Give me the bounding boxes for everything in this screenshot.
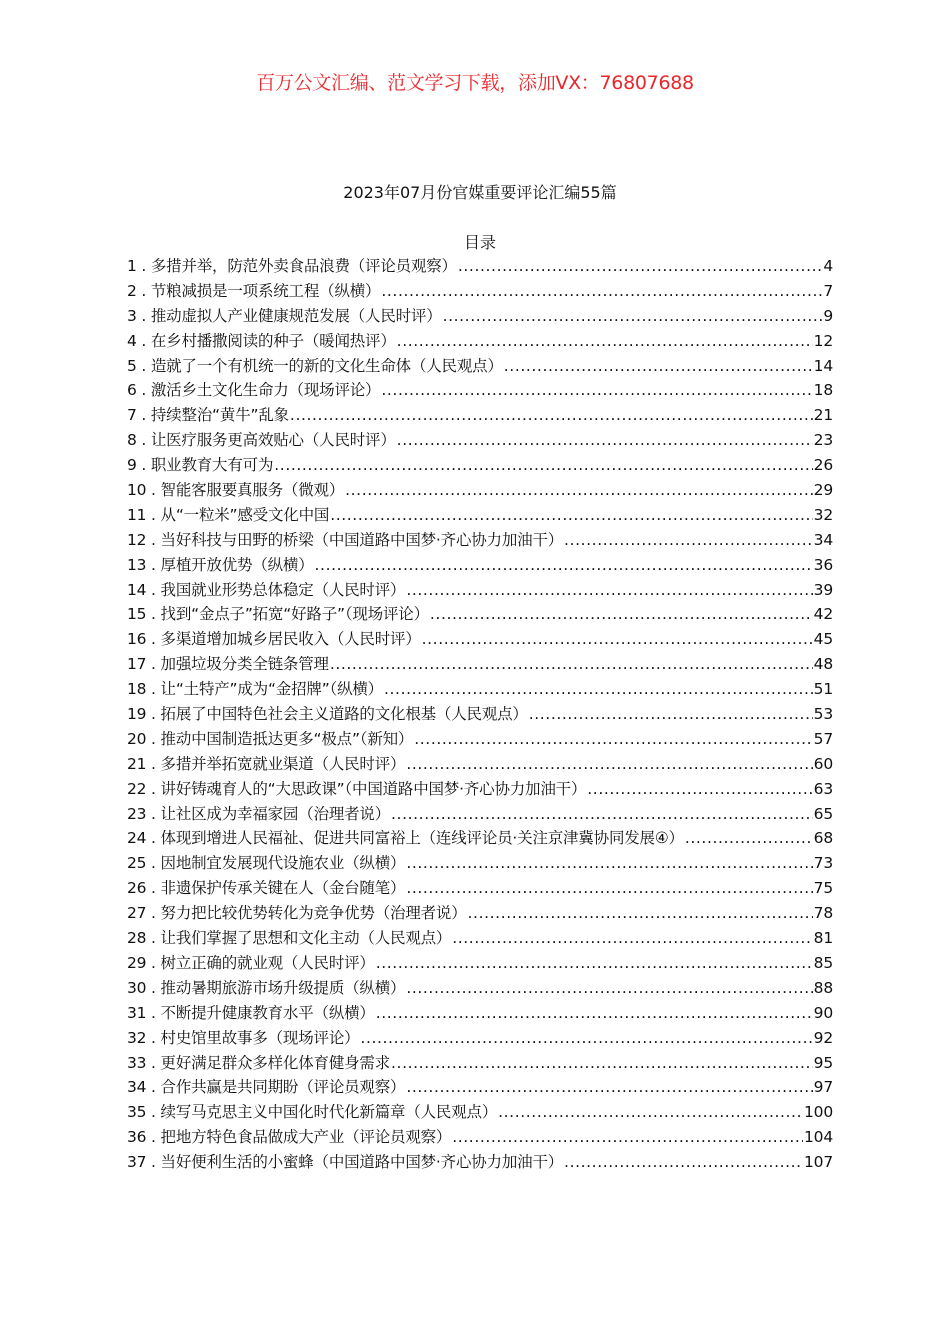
- dot-leader: [391, 805, 813, 823]
- toc-entry-number: 26: [127, 879, 147, 898]
- toc-entry-number: 25: [127, 854, 147, 873]
- toc-entry-number: 8: [127, 431, 137, 450]
- toc-entry-label: 造就了一个有机统一的新的文化生命体（人民观点）: [150, 356, 503, 375]
- dot-leader: [391, 1054, 813, 1072]
- toc-entry-number: 6: [127, 381, 137, 400]
- dot-leader: [315, 556, 813, 574]
- dot-leader: [397, 431, 813, 449]
- toc-entry[interactable]: [127, 1051, 833, 1076]
- dot-leader: [381, 381, 812, 399]
- toc-entry-page: 75: [813, 879, 833, 898]
- dot-leader: [564, 531, 813, 549]
- toc-entry-page: 4: [823, 257, 833, 275]
- toc-entry[interactable]: [127, 876, 833, 901]
- toc-entry[interactable]: [127, 553, 833, 578]
- toc-entry-page: 45: [813, 630, 833, 649]
- toc-entry[interactable]: [127, 578, 833, 603]
- toc-entry-page: 81: [813, 929, 833, 948]
- toc-entry[interactable]: [127, 378, 833, 403]
- toc-entry-page: 36: [813, 555, 833, 574]
- toc-entry-label: 努力把比较优势转化为竞争优势（治理者说）: [160, 904, 467, 923]
- toc-entry-page: 104: [804, 1128, 833, 1147]
- toc-entry-number: 21: [127, 754, 147, 773]
- toc-entry-page: 57: [813, 729, 833, 748]
- toc-entry-page: 90: [813, 1003, 833, 1022]
- toc-entry[interactable]: [127, 478, 833, 503]
- toc-entry[interactable]: [127, 528, 833, 553]
- toc-entry-number: 34: [127, 1078, 147, 1097]
- toc-entry-label: 找到“金点子”拓宽“好路子”（现场评论）: [160, 605, 429, 624]
- toc-entry-number: 31: [127, 1003, 147, 1022]
- toc-heading: 目录: [463, 233, 496, 252]
- toc-entry-title: 4 . 在乡村播撒阅读的种子（暖闻热评）: [127, 331, 396, 350]
- toc-entry[interactable]: [127, 1075, 833, 1100]
- toc-entry-page: 88: [813, 978, 833, 997]
- dot-leader: [290, 406, 813, 424]
- toc-entry[interactable]: [127, 1150, 833, 1175]
- toc-entry-page: 39: [813, 580, 833, 599]
- dot-leader: [430, 605, 813, 623]
- dot-leader: [406, 979, 812, 997]
- toc-entry[interactable]: [127, 777, 833, 802]
- toc-entry-title: 34 . 合作共赢是共同期盼（评论员观察）: [127, 1078, 406, 1097]
- toc-entry-number: 36: [127, 1128, 147, 1147]
- toc-entry-label: 把地方特色食品做成大产业（评论员观察）: [160, 1128, 452, 1147]
- dot-leader: [345, 481, 813, 499]
- toc-entry-number: 14: [127, 580, 147, 599]
- toc-entry-title: 19 . 拓展了中国特色社会主义道路的文化根基（人民观点）: [127, 705, 528, 724]
- toc-entry-number: 28: [127, 929, 147, 948]
- toc-entry[interactable]: [127, 254, 833, 279]
- toc-entry-label: 从“一粒米”感受文化中国: [160, 505, 330, 524]
- toc-entry-label: 拓展了中国特色社会主义道路的文化根基（人民观点）: [160, 705, 528, 724]
- toc-entry-page: 63: [813, 779, 833, 798]
- dot-leader: [452, 1128, 803, 1146]
- toc-entry[interactable]: [127, 1100, 833, 1125]
- toc-entry-page: 97: [813, 1078, 833, 1097]
- toc-entry-page: 107: [804, 1153, 833, 1172]
- dot-leader: [422, 630, 813, 648]
- toc-entry-label: 加强垃圾分类全链条管理: [160, 655, 329, 674]
- toc-entry[interactable]: [127, 652, 833, 677]
- toc-entry-title: 13 . 厚植开放优势（纵横）: [127, 555, 314, 574]
- toc-entry[interactable]: [127, 976, 833, 1001]
- toc-entry-label: 让医疗服务更高效贴心（人民时评）: [150, 431, 396, 450]
- toc-entry-number: 2: [127, 281, 137, 300]
- dot-leader: [397, 332, 813, 350]
- toc-entry-page: 29: [813, 481, 833, 500]
- toc-entry[interactable]: [127, 279, 833, 304]
- dot-leader: [498, 1103, 803, 1121]
- toc-entry-page: 68: [813, 829, 833, 848]
- toc-entry-number: 27: [127, 904, 147, 923]
- toc-entry-label: 推动中国制造抵达更多“极点”（新知）: [160, 729, 414, 748]
- toc-entry-label: 当好科技与田野的桥梁（中国道路中国梦·齐心协力加油干）: [160, 530, 564, 549]
- toc-entry-title: 18 . 让“土特产”成为“金招牌”（纵横）: [127, 680, 383, 699]
- toc-entry-label: 让“土特产”成为“金招牌”（纵横）: [160, 680, 383, 699]
- toc-entry-title: 25 . 因地制宜发展现代设施农业（纵横）: [127, 854, 406, 873]
- table-of-contents: [127, 254, 833, 1175]
- toc-entry-label: 持续整治“黄牛”乱象: [150, 406, 289, 425]
- toc-entry-page: 23: [813, 431, 833, 450]
- toc-entry-label: 让社区成为幸福家园（治理者说）: [160, 804, 391, 823]
- toc-entry-title: 35 . 续写马克思主义中国化时代化新篇章（人民观点）: [127, 1103, 498, 1122]
- toc-entry-label: 讲好铸魂育人的“大思政课”（中国道路中国梦·齐心协力加油干）: [160, 779, 587, 798]
- toc-entry-number: 35: [127, 1103, 147, 1122]
- toc-entry-title: 6 . 激活乡土文化生命力（现场评论）: [127, 381, 381, 400]
- toc-entry[interactable]: [127, 428, 833, 453]
- toc-entry-page: 12: [813, 331, 833, 350]
- toc-entry-label: 更好满足群众多样化体育健身需求: [160, 1053, 391, 1072]
- toc-entry[interactable]: [127, 926, 833, 951]
- toc-entry-label: 激活乡土文化生命力（现场评论）: [150, 381, 381, 400]
- toc-entry-title: 36 . 把地方特色食品做成大产业（评论员观察）: [127, 1128, 452, 1147]
- toc-entry-page: 95: [813, 1053, 833, 1072]
- toc-entry-number: 33: [127, 1053, 147, 1072]
- toc-entry-title: 15 . 找到“金点子”拓宽“好路子”（现场评论）: [127, 605, 429, 624]
- toc-entry-page: 78: [813, 904, 833, 923]
- toc-entry-label: 厚植开放优势（纵横）: [160, 555, 314, 574]
- toc-entry-page: 92: [813, 1028, 833, 1047]
- toc-entry-page: 34: [813, 530, 833, 549]
- toc-entry-label: 智能客服要真服务（微观）: [160, 481, 345, 500]
- dot-leader: [384, 680, 813, 698]
- dot-leader: [414, 730, 812, 748]
- dot-leader: [406, 581, 812, 599]
- toc-entry-number: 17: [127, 655, 147, 674]
- toc-entry-number: 11: [127, 505, 147, 524]
- toc-entry[interactable]: [127, 602, 833, 627]
- toc-entry-label: 让我们掌握了思想和文化主动（人民观点）: [160, 929, 452, 948]
- toc-entry[interactable]: [127, 304, 833, 329]
- dot-leader: [452, 929, 812, 947]
- toc-entry-label: 续写马克思主义中国化时代化新篇章（人民观点）: [160, 1103, 498, 1122]
- watermark-banner: 百万公文汇编、范文学习下载，添加VX：76807688: [256, 72, 694, 94]
- toc-entry-number: 32: [127, 1028, 147, 1047]
- toc-entry-title: 26 . 非遗保护传承关键在人（金台随笔）: [127, 879, 406, 898]
- toc-entry-number: 19: [127, 705, 147, 724]
- toc-entry-title: 30 . 推动暑期旅游市场升级提质（纵横）: [127, 978, 406, 997]
- toc-entry[interactable]: [127, 851, 833, 876]
- toc-entry-title: 37 . 当好便利生活的小蜜蜂（中国道路中国梦·齐心协力加油干）: [127, 1153, 564, 1172]
- dot-leader: [406, 1078, 812, 1096]
- toc-entry-title: 2 . 节粮减损是一项系统工程（纵横）: [127, 281, 381, 300]
- toc-entry-page: 48: [813, 655, 833, 674]
- toc-entry-page: 73: [813, 854, 833, 873]
- toc-entry[interactable]: [127, 702, 833, 727]
- dot-leader: [330, 655, 813, 673]
- toc-entry-page: 85: [813, 953, 833, 972]
- dot-leader: [504, 357, 813, 375]
- dot-leader: [406, 854, 812, 872]
- toc-entry-title: 17 . 加强垃圾分类全链条管理: [127, 655, 329, 674]
- toc-entry-title: 22 . 讲好铸魂育人的“大思政课”（中国道路中国梦·齐心协力加油干）: [127, 779, 587, 798]
- toc-entry-label: 当好便利生活的小蜜蜂（中国道路中国梦·齐心协力加油干）: [160, 1153, 564, 1172]
- toc-entry-number: 16: [127, 630, 147, 649]
- toc-entry[interactable]: [127, 503, 833, 528]
- toc-entry[interactable]: [127, 677, 833, 702]
- toc-entry-title: 33 . 更好满足群众多样化体育健身需求: [127, 1053, 391, 1072]
- toc-entry[interactable]: [127, 951, 833, 976]
- dot-leader: [564, 1153, 803, 1171]
- toc-entry-number: 15: [127, 605, 147, 624]
- dot-leader: [529, 705, 813, 723]
- dot-leader: [274, 456, 812, 474]
- dot-leader: [330, 506, 812, 524]
- toc-entry-label: 职业教育大有可为: [150, 456, 274, 475]
- dot-leader: [685, 829, 813, 847]
- toc-entry-label: 推动虚拟人产业健康规范发展（人民时评）: [150, 306, 442, 325]
- toc-entry-label: 多渠道增加城乡居民收入（人民时评）: [160, 630, 421, 649]
- toc-entry[interactable]: [127, 826, 833, 851]
- toc-entry-number: 5: [127, 356, 137, 375]
- toc-entry-title: 10 . 智能客服要真服务（微观）: [127, 481, 345, 500]
- dot-leader: [443, 307, 823, 325]
- toc-entry-number: 7: [127, 406, 137, 425]
- toc-entry-page: 18: [813, 381, 833, 400]
- toc-entry-title: 28 . 让我们掌握了思想和文化主动（人民观点）: [127, 929, 452, 948]
- toc-entry-title: 11 . 从“一粒米”感受文化中国: [127, 505, 330, 524]
- toc-entry-title: 14 . 我国就业形势总体稳定（人民时评）: [127, 580, 406, 599]
- toc-entry-page: 26: [813, 456, 833, 475]
- toc-entry-number: 29: [127, 953, 147, 972]
- toc-entry-title: 27 . 努力把比较优势转化为竞争优势（治理者说）: [127, 904, 467, 923]
- toc-entry[interactable]: [127, 1001, 833, 1026]
- toc-entry-number: 20: [127, 729, 147, 748]
- toc-entry[interactable]: [127, 727, 833, 752]
- toc-entry-page: 60: [813, 754, 833, 773]
- dot-leader: [458, 257, 822, 275]
- toc-entry-title: 5 . 造就了一个有机统一的新的文化生命体（人民观点）: [127, 356, 503, 375]
- toc-entry-label: 体现到增进人民福祉、促进共同富裕上（连线评论员·关注京津冀协同发展④）: [160, 829, 684, 848]
- toc-entry-title: 3 . 推动虚拟人产业健康规范发展（人民时评）: [127, 306, 442, 325]
- toc-entry-title: 8 . 让医疗服务更高效贴心（人民时评）: [127, 431, 396, 450]
- toc-entry-page: 42: [813, 605, 833, 624]
- toc-entry-page: 21: [813, 406, 833, 425]
- toc-entry-number: 12: [127, 530, 147, 549]
- toc-entry-page: 14: [813, 356, 833, 375]
- toc-entry-title: 12 . 当好科技与田野的桥梁（中国道路中国梦·齐心协力加油干）: [127, 530, 564, 549]
- toc-entry-title: 9 . 职业教育大有可为: [127, 456, 274, 475]
- toc-entry-number: 1: [127, 257, 137, 275]
- dot-leader: [406, 755, 812, 773]
- toc-entry-label: 节粮减损是一项系统工程（纵横）: [150, 281, 381, 300]
- toc-entry-label: 我国就业形势总体稳定（人民时评）: [160, 580, 406, 599]
- toc-entry-page: 9: [823, 306, 833, 325]
- toc-entry-title: 29 . 树立正确的就业观（人民时评）: [127, 953, 375, 972]
- toc-entry-page: 53: [813, 705, 833, 724]
- toc-entry[interactable]: [127, 354, 833, 379]
- toc-entry-page: 32: [813, 505, 833, 524]
- toc-entry[interactable]: [127, 901, 833, 926]
- toc-entry[interactable]: [127, 1026, 833, 1051]
- toc-entry-label: 推动暑期旅游市场升级提质（纵横）: [160, 978, 406, 997]
- toc-entry-number: 30: [127, 978, 147, 997]
- dot-leader: [360, 1029, 812, 1047]
- dot-leader: [381, 282, 822, 300]
- toc-entry-title: 32 . 村史馆里故事多（现场评论）: [127, 1028, 360, 1047]
- toc-entry[interactable]: [127, 752, 833, 777]
- toc-entry-title: 23 . 让社区成为幸福家园（治理者说）: [127, 804, 391, 823]
- toc-entry-title: 7 . 持续整治“黄牛”乱象: [127, 406, 289, 425]
- toc-entry-label: 在乡村播撒阅读的种子（暖闻热评）: [150, 331, 396, 350]
- toc-entry-label: 树立正确的就业观（人民时评）: [160, 953, 375, 972]
- toc-entry-page: 7: [823, 281, 833, 300]
- toc-entry-page: 51: [813, 680, 833, 699]
- toc-entry-number: 9: [127, 456, 137, 475]
- dot-leader: [406, 879, 812, 897]
- toc-entry-label: 非遗保护传承关键在人（金台随笔）: [160, 879, 406, 898]
- toc-entry-label: 多措并举拓宽就业渠道（人民时评）: [160, 754, 406, 773]
- toc-entry-number: 24: [127, 829, 147, 848]
- toc-entry[interactable]: [127, 329, 833, 354]
- dot-leader: [376, 1004, 813, 1022]
- toc-entry-title: 1 . 多措并举，防范外卖食品浪费（评论员观察）: [127, 257, 457, 275]
- dot-leader: [468, 904, 813, 922]
- toc-entry-number: 37: [127, 1153, 147, 1172]
- toc-entry-number: 13: [127, 555, 147, 574]
- toc-entry-label: 因地制宜发展现代设施农业（纵横）: [160, 854, 406, 873]
- toc-entry[interactable]: [127, 453, 833, 478]
- toc-entry-label: 多措并举，防范外卖食品浪费（评论员观察）: [150, 257, 457, 275]
- toc-entry[interactable]: [127, 627, 833, 652]
- toc-entry-label: 不断提升健康教育水平（纵横）: [160, 1003, 375, 1022]
- toc-entry-title: 21 . 多措并举拓宽就业渠道（人民时评）: [127, 754, 406, 773]
- dot-leader: [376, 954, 813, 972]
- toc-entry-title: 16 . 多渠道增加城乡居民收入（人民时评）: [127, 630, 421, 649]
- toc-entry-page: 65: [813, 804, 833, 823]
- toc-entry-number: 10: [127, 481, 147, 500]
- toc-entry-number: 22: [127, 779, 147, 798]
- toc-entry-label: 村史馆里故事多（现场评论）: [160, 1028, 360, 1047]
- dot-leader: [587, 780, 812, 798]
- toc-entry-title: 20 . 推动中国制造抵达更多“极点”（新知）: [127, 729, 414, 748]
- toc-entry-title: 31 . 不断提升健康教育水平（纵横）: [127, 1003, 375, 1022]
- toc-entry-label: 合作共赢是共同期盼（评论员观察）: [160, 1078, 406, 1097]
- toc-entry-number: 4: [127, 331, 137, 350]
- toc-entry-number: 18: [127, 680, 147, 699]
- toc-entry[interactable]: [127, 403, 833, 428]
- toc-entry-number: 3: [127, 306, 137, 325]
- toc-entry-title: 24 . 体现到增进人民福祉、促进共同富裕上（连线评论员·关注京津冀协同发展④）: [127, 829, 684, 848]
- toc-entry[interactable]: [127, 1125, 833, 1150]
- toc-entry-number: 23: [127, 804, 147, 823]
- toc-entry[interactable]: [127, 802, 833, 827]
- toc-entry-page: 100: [804, 1103, 833, 1122]
- document-title: 2023年07月份官媒重要评论汇编55篇: [343, 183, 617, 202]
